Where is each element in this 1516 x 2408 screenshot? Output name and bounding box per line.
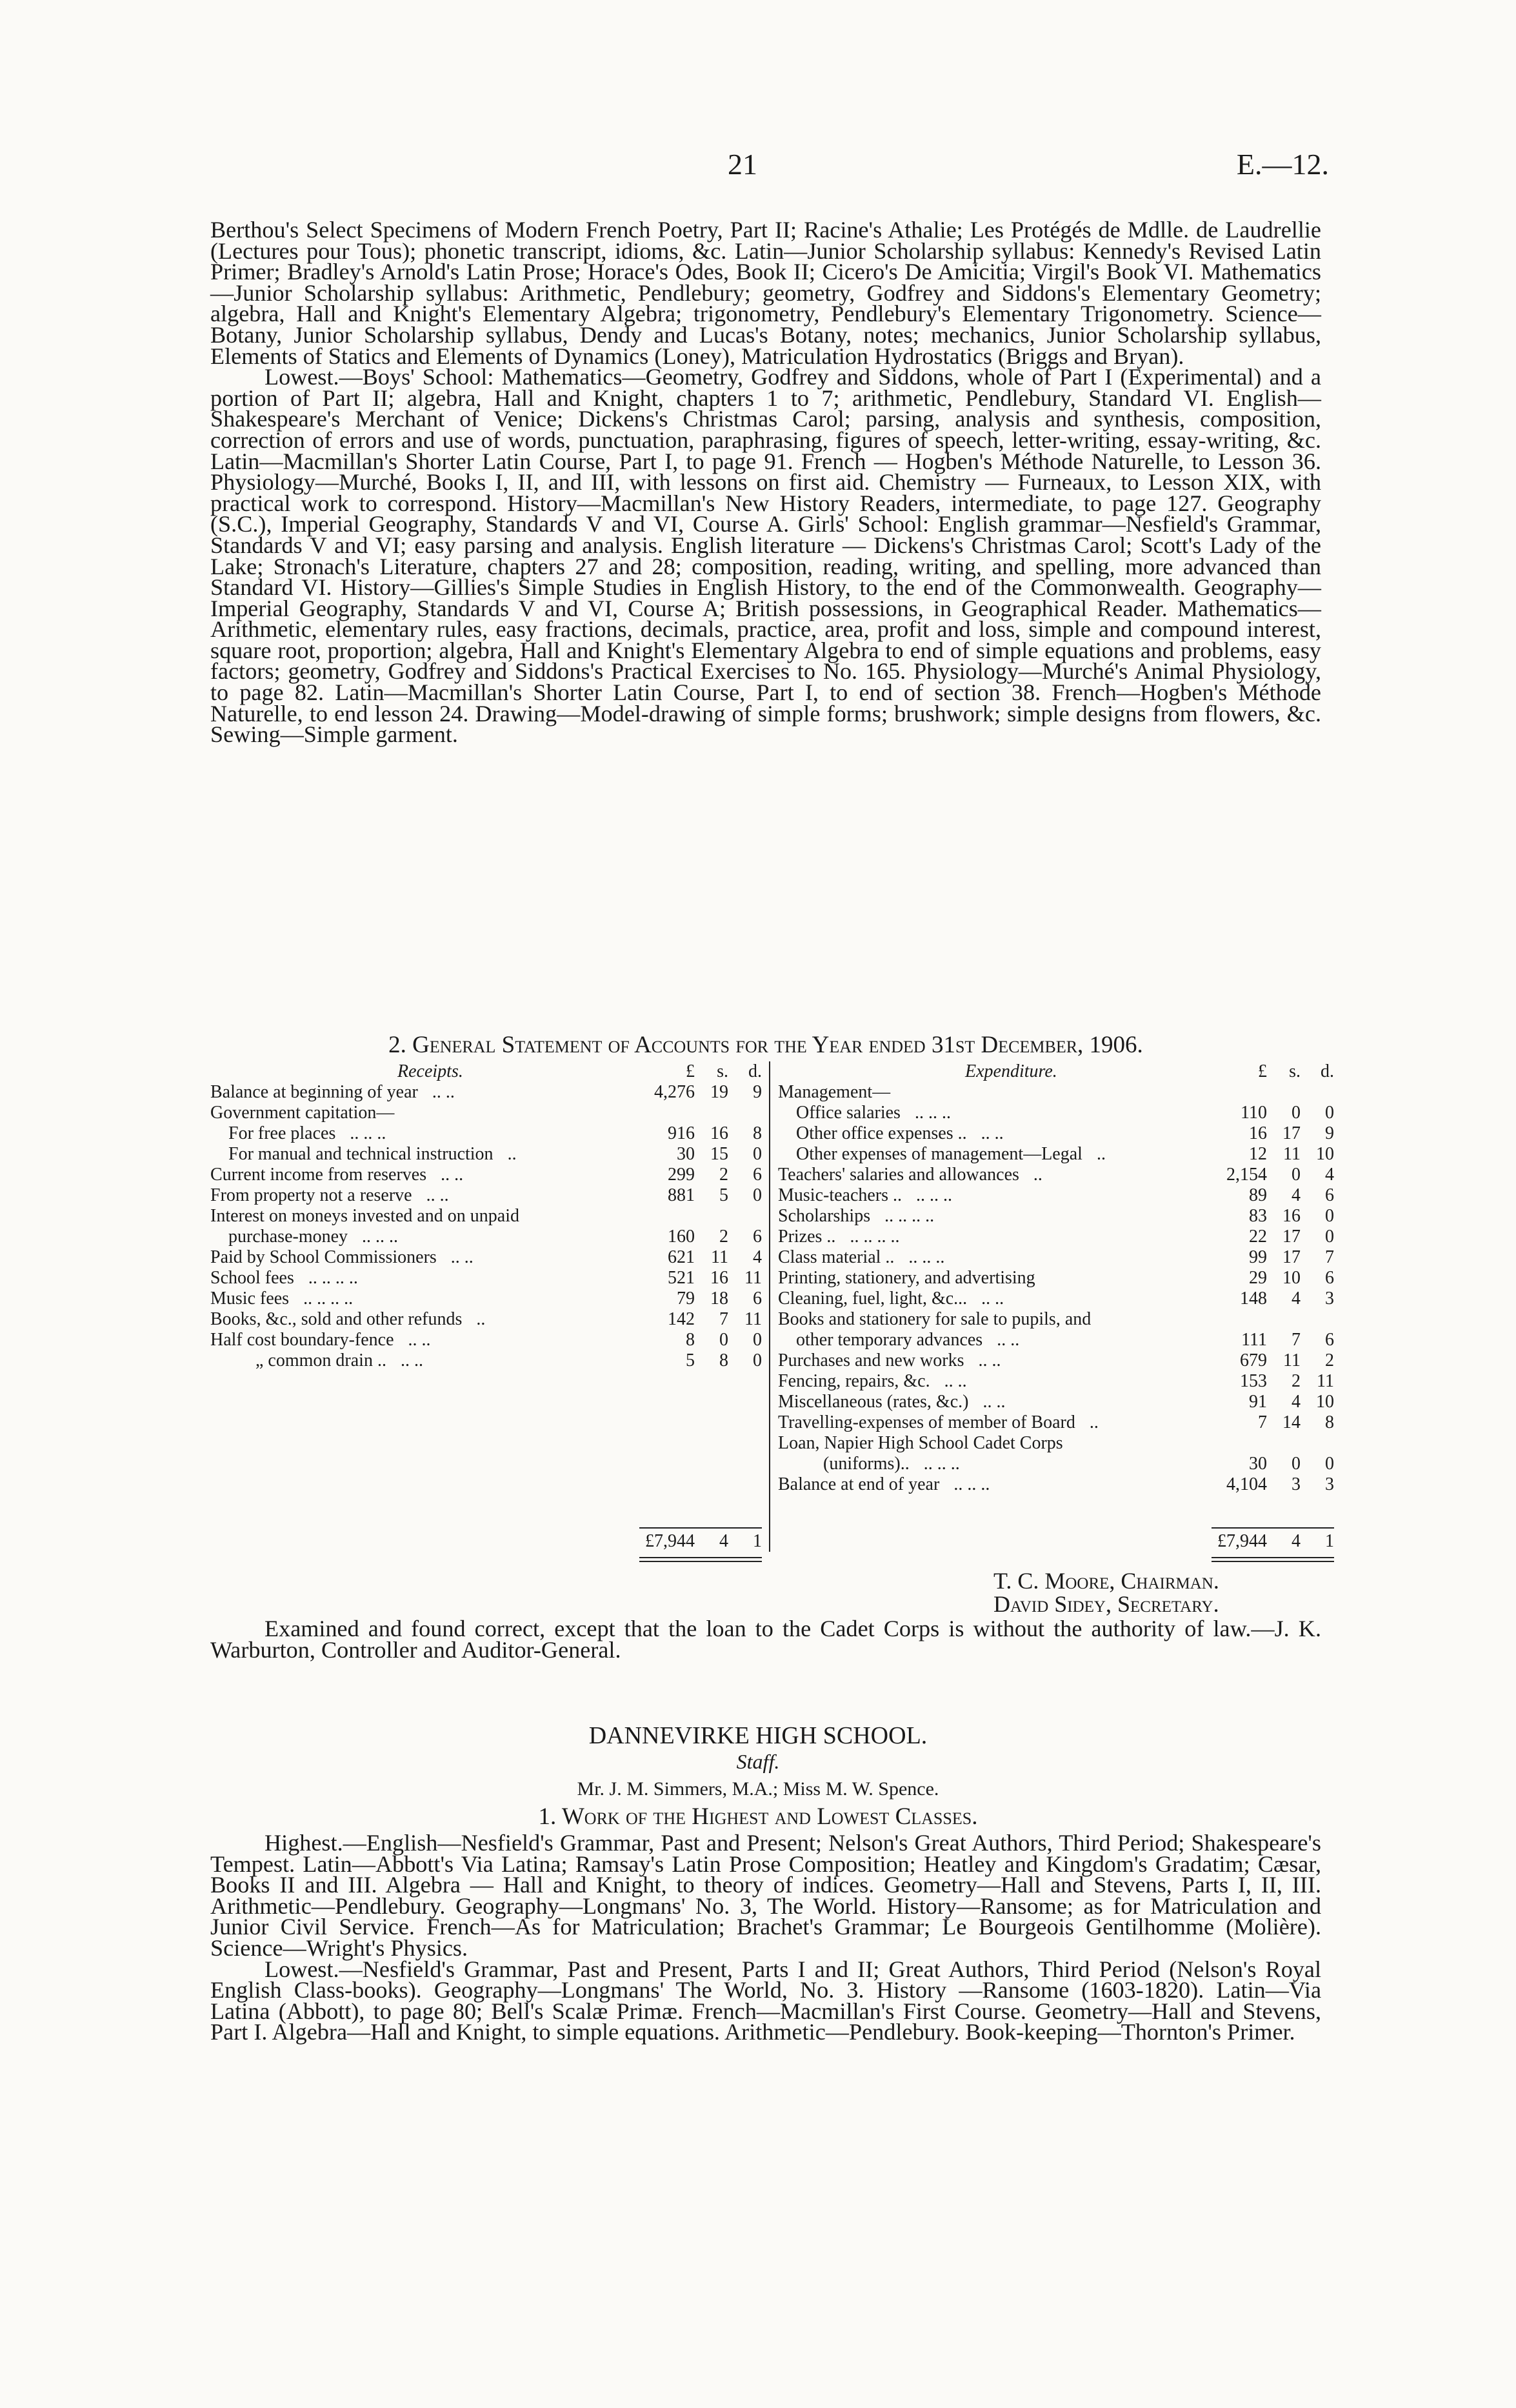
receipt-row-leader-dots: .. .. bbox=[426, 1185, 449, 1205]
expenditure-row-leader-dots: .. bbox=[1096, 1144, 1106, 1164]
receipt-row-text: For free places bbox=[228, 1123, 336, 1143]
receipt-row-leader-dots: .. .. bbox=[441, 1165, 464, 1185]
expenditure-row-pounds: 30 bbox=[1249, 1454, 1267, 1474]
expenditure-row-text: Management— bbox=[778, 1082, 891, 1102]
expenditure-row-pence: 6 bbox=[1325, 1185, 1334, 1205]
receipt-row bbox=[210, 1330, 762, 1350]
expenditure-row-shillings: 17 bbox=[1282, 1247, 1301, 1267]
expenditure-row-shillings bbox=[1267, 1082, 1301, 1103]
receipts-total-shillings: 4 bbox=[719, 1531, 728, 1551]
accounts-table bbox=[210, 1061, 1334, 1568]
receipt-row-shillings: 2 bbox=[719, 1227, 728, 1247]
lowest-classes-paragraph: Lowest.—Nesfield's Grammar, Past and Present, Parts I and II; Great Authors, Third Period (Nelson's Royal English Class-books). Geography—Longmans' The World, No. 3. History —Ransome (1603-1820). Latin—Via Latina (Abbott), to page 80; Bell's Scalæ Primæ. French—Macmillan's First Course. Geometry—Hall and Stevens, Part I. Algebra—Hall and Knight, to simple equations. Arithmetic—Pendlebury. Book-keeping—Thornton's Primer. bbox=[210, 1956, 1321, 2045]
expenditure-row-leader-dots: .. bbox=[1089, 1412, 1099, 1432]
receipt-row-label bbox=[210, 1309, 654, 1330]
receipt-row-label bbox=[210, 1165, 654, 1185]
receipt-row-shillings: 8 bbox=[719, 1350, 728, 1370]
expenditure-row bbox=[778, 1412, 1334, 1433]
expenditure-row-pence: 6 bbox=[1325, 1330, 1334, 1350]
expenditure-row bbox=[778, 1392, 1334, 1412]
receipt-row-pence: 6 bbox=[753, 1227, 762, 1247]
receipt-row-pence: 0 bbox=[753, 1185, 762, 1205]
receipt-row-label bbox=[210, 1103, 654, 1123]
expenditure-row bbox=[778, 1227, 1334, 1247]
receipt-row-shillings: 16 bbox=[710, 1268, 728, 1288]
receipt-row-text: Current income from reserves bbox=[210, 1165, 427, 1185]
expenditure-row-shillings: 2 bbox=[1292, 1371, 1301, 1391]
receipt-row bbox=[210, 1350, 762, 1371]
receipt-row-text: Paid by School Commissioners bbox=[210, 1247, 437, 1267]
expenditure-row-text: other temporary advances bbox=[796, 1330, 983, 1350]
expenditure-row-shillings: 14 bbox=[1282, 1412, 1301, 1432]
receipt-row-label bbox=[210, 1123, 654, 1144]
expenditure-row-text: Scholarships bbox=[778, 1206, 871, 1226]
receipt-row-pence: 11 bbox=[744, 1268, 762, 1288]
receipt-row-pounds: 160 bbox=[668, 1227, 695, 1247]
expenditure-row-label bbox=[778, 1412, 1226, 1433]
receipt-row-text: For manual and technical instruction bbox=[228, 1144, 494, 1164]
receipt-row-pence bbox=[728, 1103, 762, 1123]
expenditure-row-leader-dots: .. .. .. .. bbox=[884, 1206, 935, 1226]
expenditure-heading: Expenditure. bbox=[965, 1061, 1057, 1081]
expenditure-row-pounds: 111 bbox=[1241, 1330, 1267, 1350]
expenditure-row-shillings bbox=[1267, 1309, 1301, 1330]
receipt-row-leader-dots: .. .. bbox=[408, 1330, 431, 1350]
expenditure-total-row bbox=[778, 1531, 1334, 1552]
receipt-row-shillings: 18 bbox=[710, 1289, 728, 1309]
expenditure-row bbox=[778, 1247, 1334, 1268]
expenditure-row-shillings: 4 bbox=[1292, 1289, 1301, 1309]
expenditure-row-leader-dots: .. .. bbox=[981, 1123, 1004, 1143]
expenditure-row-pence bbox=[1301, 1082, 1334, 1103]
receipt-row-shillings: 16 bbox=[710, 1123, 728, 1143]
receipt-row-label bbox=[210, 1206, 654, 1227]
receipt-row-pounds: 881 bbox=[668, 1185, 695, 1205]
secretary-signature: David Sidey, Secretary. bbox=[993, 1591, 1219, 1617]
expenditure-row-shillings: 7 bbox=[1292, 1330, 1301, 1350]
expenditure-row-pounds: 91 bbox=[1249, 1392, 1267, 1412]
expenditure-row bbox=[778, 1309, 1334, 1330]
expenditure-row-shillings: 0 bbox=[1292, 1103, 1301, 1123]
expenditure-row-pounds bbox=[1226, 1309, 1267, 1330]
receipt-row-shillings: 2 bbox=[719, 1165, 728, 1185]
receipt-row-text: Balance at beginning of year bbox=[210, 1082, 418, 1102]
receipt-row-pounds bbox=[654, 1206, 695, 1227]
receipt-row-label bbox=[210, 1268, 654, 1289]
receipts-total-pence: 1 bbox=[753, 1531, 762, 1551]
receipt-row-shillings: 7 bbox=[719, 1309, 728, 1329]
expenditure-row bbox=[778, 1165, 1334, 1185]
expenditure-row-label bbox=[778, 1144, 1226, 1165]
expenditure-row bbox=[778, 1268, 1334, 1289]
receipts-column bbox=[210, 1061, 762, 1371]
expenditure-row-label bbox=[778, 1268, 1226, 1289]
receipt-row-leader-dots: .. .. .. bbox=[362, 1227, 399, 1247]
expenditure-row-pence: 7 bbox=[1325, 1247, 1334, 1267]
receipt-row bbox=[210, 1227, 762, 1247]
receipts-total-row bbox=[210, 1531, 762, 1552]
expenditure-row-text: Fencing, repairs, &c. bbox=[778, 1371, 930, 1391]
receipt-row-pence: 4 bbox=[753, 1247, 762, 1267]
expenditure-row-text: Printing, stationery, and advertising bbox=[778, 1268, 1035, 1288]
receipt-row bbox=[210, 1309, 762, 1330]
expenditure-row-label bbox=[778, 1227, 1226, 1247]
receipt-row-text: Books, &c., sold and other refunds bbox=[210, 1309, 463, 1329]
expenditure-row-shillings: 17 bbox=[1282, 1123, 1301, 1143]
work-section-title: 1. Work of the Highest and Lowest Classes. bbox=[538, 1803, 978, 1830]
receipt-row-pence: 9 bbox=[753, 1082, 762, 1102]
expenditure-row-label bbox=[778, 1123, 1226, 1144]
expenditure-row-pence bbox=[1301, 1309, 1334, 1330]
expenditure-row bbox=[778, 1185, 1334, 1206]
receipts-double-rule bbox=[639, 1561, 762, 1562]
receipts-double-rule bbox=[639, 1557, 762, 1558]
expenditure-row bbox=[778, 1371, 1334, 1392]
expenditure-row-pence: 3 bbox=[1325, 1474, 1334, 1494]
receipt-row-leader-dots: .. .. .. .. bbox=[303, 1289, 354, 1309]
receipt-row-pounds: 299 bbox=[668, 1165, 695, 1185]
expenditure-row-label bbox=[778, 1309, 1226, 1330]
receipt-row-pence: 11 bbox=[744, 1309, 762, 1329]
receipt-row-shillings bbox=[695, 1103, 728, 1123]
expenditure-row-pounds: 99 bbox=[1249, 1247, 1267, 1267]
expenditure-row-text: Prizes .. bbox=[778, 1227, 836, 1247]
top-text-block bbox=[210, 217, 1321, 748]
expenditure-row bbox=[778, 1289, 1334, 1309]
expenditure-row-leader-dots: .. .. bbox=[982, 1392, 1006, 1412]
expenditure-row-label bbox=[778, 1165, 1226, 1185]
receipt-row-shillings: 19 bbox=[710, 1082, 728, 1102]
expenditure-row-text: Other office expenses .. bbox=[796, 1123, 967, 1143]
shillings-heading: s. bbox=[1289, 1061, 1301, 1081]
receipt-row bbox=[210, 1289, 762, 1309]
expenditure-column bbox=[778, 1061, 1334, 1495]
expenditure-row-label bbox=[778, 1371, 1226, 1392]
expenditure-row-label bbox=[778, 1082, 1226, 1103]
receipt-row-shillings: 0 bbox=[719, 1330, 728, 1350]
expenditure-row-label bbox=[778, 1474, 1226, 1495]
expenditure-row-pence bbox=[1301, 1433, 1334, 1454]
expenditure-double-rule bbox=[1212, 1561, 1334, 1562]
expenditure-row-text: Miscellaneous (rates, &c.) bbox=[778, 1392, 969, 1412]
expenditure-row-pounds: 83 bbox=[1249, 1206, 1267, 1226]
receipt-row-pounds: 621 bbox=[668, 1247, 695, 1267]
expenditure-row-pence: 8 bbox=[1325, 1412, 1334, 1432]
receipt-row-text: „ common drain .. bbox=[255, 1350, 386, 1370]
pence-heading: d. bbox=[748, 1061, 762, 1081]
receipt-row-pounds: 142 bbox=[668, 1309, 695, 1329]
expenditure-row-pence: 10 bbox=[1316, 1144, 1334, 1164]
expenditure-row-label bbox=[778, 1185, 1226, 1206]
expenditure-row-pounds: 22 bbox=[1249, 1227, 1267, 1247]
receipt-row-pounds bbox=[654, 1103, 695, 1123]
expenditure-row-shillings: 4 bbox=[1292, 1392, 1301, 1412]
expenditure-row-leader-dots: .. .. .. bbox=[914, 1103, 951, 1123]
expenditure-row-pence: 3 bbox=[1325, 1289, 1334, 1309]
expenditure-row-text: Teachers' salaries and allowances bbox=[778, 1165, 1019, 1185]
expenditure-row-text: Balance at end of year bbox=[778, 1474, 940, 1494]
expenditure-row-pounds: 89 bbox=[1249, 1185, 1267, 1205]
expenditure-row-pounds: 16 bbox=[1249, 1123, 1267, 1143]
expenditure-row-pounds: 148 bbox=[1240, 1289, 1267, 1309]
expenditure-row-pence: 0 bbox=[1325, 1103, 1334, 1123]
expenditure-row-shillings bbox=[1267, 1433, 1301, 1454]
pounds-heading: £ bbox=[686, 1061, 695, 1081]
expenditure-row bbox=[778, 1103, 1334, 1123]
school-title: DANNEVIRKE HIGH SCHOOL. bbox=[588, 1722, 928, 1749]
receipt-row-label bbox=[210, 1289, 654, 1309]
expenditure-row-leader-dots: .. .. .. bbox=[953, 1474, 990, 1494]
receipt-row-text: School fees bbox=[210, 1268, 294, 1288]
expenditure-row-leader-dots: .. .. bbox=[978, 1350, 1001, 1370]
receipt-row-label bbox=[210, 1227, 654, 1247]
receipt-row-text: From property not a reserve bbox=[210, 1185, 412, 1205]
receipt-row bbox=[210, 1082, 762, 1103]
expenditure-row-label bbox=[778, 1289, 1226, 1309]
receipts-total-pounds: £7,944 bbox=[645, 1531, 695, 1551]
receipt-row-pounds: 916 bbox=[668, 1123, 695, 1143]
expenditure-row bbox=[778, 1144, 1334, 1165]
receipt-row-label bbox=[210, 1350, 654, 1371]
expenditure-row-shillings: 10 bbox=[1282, 1268, 1301, 1288]
receipt-row-text: purchase-money bbox=[228, 1227, 348, 1247]
expenditure-row-shillings: 0 bbox=[1292, 1165, 1301, 1185]
receipt-row-leader-dots: .. bbox=[507, 1144, 517, 1164]
expenditure-row-pence: 2 bbox=[1325, 1350, 1334, 1370]
receipt-row-label bbox=[210, 1185, 654, 1206]
expenditure-row-pounds: 110 bbox=[1241, 1103, 1267, 1123]
expenditure-row-text: Office salaries bbox=[796, 1103, 901, 1123]
expenditure-total-pence: 1 bbox=[1325, 1531, 1334, 1551]
expenditure-row-pounds: 2,154 bbox=[1226, 1165, 1267, 1185]
receipt-row-label bbox=[210, 1330, 654, 1350]
pounds-heading: £ bbox=[1258, 1061, 1267, 1081]
receipts-total-rule bbox=[639, 1527, 762, 1529]
expenditure-row-label bbox=[778, 1103, 1226, 1123]
paragraph-lowest-classes: Lowest.—Boys' School: Mathematics—Geometry, Godfrey and Siddons, whole of Part I (Experimental) and a portion of Part II; algebra, Hall and Knight, chapters 1 to 7; arithmetic, Pendlebury, Standard VI. English—Shakespeare's Merchant of Venice; Dickens's Christmas Carol; parsing, analysis and synthesis, composition, correction of errors and use of words, punctuation, paraphrasing, figures of speech, letter-writing, essay-writing, &c. Latin—Macmillan's Shorter Latin Course, Part I, to page 91. French — Hogben's Méthode Naturelle, to Lesson 36. Physiology—Murché, Books I, II, and III, with lessons on first aid. Chemistry — Furneaux, to Lesson XIX, with practical work to correspond. History—Macmillan's New History Readers, intermediate, to page 127. Geography (S.C.), Imperial Geography, Standards V and VI, Course A. Girls' School: English grammar—Nesfield's Grammar, Standards V and VI; easy parsing and analysis. English literature — Dickens's Christmas Carol; Scott's Lady of the Lake; Stronach's Literature, chapters 27 and 28; composition, reading, writing, and spelling, more advanced than Standard VI. History—Gillies's Simple Studies in English History, to the end of the Commonwealth. Geography—Imperial Geography, Standards V and VI, Course A; British possessions, in Geographical Reader. Mathematics—Arithmetic, elementary rules, easy fractions, decimals, practice, area, profit and loss, simple and compound interest, square root, proportion; algebra, Hall and Knight's Elementary Algebra to end of simple equations and problems, easy factors; geometry, Godfrey and Siddons's Practical Exercises to No. 165. Physiology—Murché's Animal Physiology, to page 82. Latin—Macmillan's Shorter Latin Course, Part I, to end of section 38. French—Hogben's Méthode Naturelle, to end lesson 24. Drawing—Model-drawing of simple forms; brushwork; simple designs from flowers, &c. Sewing—Simple garment. bbox=[210, 364, 1321, 748]
expenditure-row-leader-dots: .. .. .. bbox=[916, 1185, 953, 1205]
expenditure-row-leader-dots: .. .. .. bbox=[908, 1247, 945, 1267]
expenditure-row-text: Other expenses of management—Legal bbox=[796, 1144, 1082, 1164]
expenditure-row-shillings: 3 bbox=[1292, 1474, 1301, 1494]
expenditure-row-leader-dots: .. .. .. bbox=[923, 1454, 960, 1474]
expenditure-row-text: Class material .. bbox=[778, 1247, 895, 1267]
expenditure-row-pounds bbox=[1226, 1433, 1267, 1454]
expenditure-row-text: Books and stationery for sale to pupils, and bbox=[778, 1309, 1092, 1329]
expenditure-row-pounds bbox=[1226, 1082, 1267, 1103]
expenditure-row-pounds: 29 bbox=[1249, 1268, 1267, 1288]
expenditure-row-pence: 10 bbox=[1316, 1392, 1334, 1412]
expenditure-row-leader-dots: .. .. bbox=[981, 1289, 1004, 1309]
audit-note: Examined and found correct, except that the loan to the Cadet Corps is without the authority of law.—J. K. Warburton, Controller and Auditor-General. bbox=[210, 1616, 1321, 1663]
expenditure-row bbox=[778, 1330, 1334, 1350]
expenditure-row-label bbox=[778, 1247, 1226, 1268]
expenditure-row-pence: 4 bbox=[1325, 1165, 1334, 1185]
expenditure-row-text: Music-teachers .. bbox=[778, 1185, 903, 1205]
expenditure-total-rule bbox=[1212, 1527, 1334, 1529]
receipt-row-leader-dots: .. .. .. .. bbox=[308, 1268, 358, 1288]
expenditure-row-shillings: 11 bbox=[1283, 1350, 1301, 1370]
receipt-row-pence: 6 bbox=[753, 1165, 762, 1185]
expenditure-row-leader-dots: .. .. bbox=[997, 1330, 1020, 1350]
expenditure-row bbox=[778, 1350, 1334, 1371]
chairman-signature: T. C. Moore, Chairman. bbox=[993, 1568, 1219, 1594]
receipt-row-text: Music fees bbox=[210, 1289, 290, 1309]
expenditure-row-pence: 11 bbox=[1317, 1371, 1334, 1391]
expenditure-row-pounds: 4,104 bbox=[1226, 1474, 1267, 1494]
expenditure-row-pounds: 153 bbox=[1240, 1371, 1267, 1391]
receipt-row-pounds: 521 bbox=[668, 1268, 695, 1288]
expenditure-row-text: Purchases and new works bbox=[778, 1350, 964, 1370]
receipt-row-text: Half cost boundary-fence bbox=[210, 1330, 394, 1350]
pence-heading: d. bbox=[1321, 1061, 1334, 1081]
receipt-row-pence: 0 bbox=[753, 1350, 762, 1370]
expenditure-row-shillings: 11 bbox=[1283, 1144, 1301, 1164]
expenditure-total-pounds: £7,944 bbox=[1217, 1531, 1267, 1551]
receipt-row bbox=[210, 1103, 762, 1123]
expenditure-row-label bbox=[778, 1350, 1226, 1371]
expenditure-row-pence: 9 bbox=[1325, 1123, 1334, 1143]
expenditure-row-pounds: 12 bbox=[1249, 1144, 1267, 1164]
expenditure-row-text: Cleaning, fuel, light, &c... bbox=[778, 1289, 968, 1309]
school-work-block bbox=[210, 1832, 1321, 2043]
expenditure-row-leader-dots: .. bbox=[1033, 1165, 1042, 1185]
receipt-row-pounds: 30 bbox=[677, 1144, 695, 1164]
expenditure-row-leader-dots: .. .. .. .. bbox=[850, 1227, 900, 1247]
expenditure-row bbox=[778, 1474, 1334, 1495]
receipt-row-label bbox=[210, 1082, 654, 1103]
paragraph-upper-syllabus: Berthou's Select Specimens of Modern French Poetry, Part II; Racine's Athalie; Les Protégés de Mdlle. de Laudrellie (Lectures pour Tous); phonetic transcript, idioms, &c. Latin—Junior Scholarship syllabus: Kennedy's Revised Latin Primer; Bradley's Arnold's Latin Prose; Horace's Odes, Book II; Cicero's De Amicitia; Virgil's Book VI. Mathematics—Junior Scholarship syllabus: Arithmetic, Pendlebury; geometry, Godfrey and Siddons's Elementary Geometry; algebra, Hall and Knight's Elementary Algebra; trigonometry, Pendlebury's Elementary Trigonometry. Science—Botany, Junior Scholarship syllabus, Dendy and Lucas's Botany, notes; mechanics, Junior Scholarship syllabus, Elements of Statics and Elements of Dynamics (Loney), Matriculation Hydrostatics (Briggs and Bryan). bbox=[210, 217, 1321, 369]
expenditure-row-pounds: 7 bbox=[1258, 1412, 1267, 1432]
receipt-row-leader-dots: .. bbox=[476, 1309, 486, 1329]
receipt-row-shillings: 15 bbox=[710, 1144, 728, 1164]
receipt-row-pounds: 4,276 bbox=[654, 1082, 695, 1102]
staff-heading: Staff. bbox=[736, 1750, 780, 1773]
expenditure-row bbox=[778, 1082, 1334, 1103]
receipt-row-label bbox=[210, 1247, 654, 1268]
expenditure-row bbox=[778, 1454, 1334, 1474]
receipt-row-leader-dots: .. .. bbox=[450, 1247, 474, 1267]
receipt-row-pence: 6 bbox=[753, 1289, 762, 1309]
receipt-row-label bbox=[210, 1144, 654, 1165]
expenditure-row-pence: 0 bbox=[1325, 1206, 1334, 1226]
audit-note-block bbox=[210, 1616, 1321, 1663]
receipt-row-shillings bbox=[695, 1206, 728, 1227]
receipt-row-leader-dots: .. .. .. bbox=[350, 1123, 386, 1143]
expenditure-total-shillings: 4 bbox=[1292, 1531, 1301, 1551]
expenditure-row-label bbox=[778, 1433, 1226, 1454]
expenditure-row-pence: 6 bbox=[1325, 1268, 1334, 1288]
receipt-row bbox=[210, 1247, 762, 1268]
accounts-statement-title: 2. General Statement of Accounts for the Year ended 31st December, 1906. bbox=[388, 1032, 1143, 1058]
expenditure-row-pounds: 679 bbox=[1240, 1350, 1267, 1370]
receipt-row-pounds: 5 bbox=[686, 1350, 695, 1370]
receipt-row-leader-dots: .. .. bbox=[400, 1350, 423, 1370]
receipt-row-leader-dots: .. .. bbox=[432, 1082, 455, 1102]
receipt-row-shillings: 11 bbox=[711, 1247, 728, 1267]
staff-list: Mr. J. M. Simmers, M.A.; Miss M. W. Spence. bbox=[577, 1778, 939, 1800]
receipt-row-pence: 8 bbox=[753, 1123, 762, 1143]
expenditure-row bbox=[778, 1433, 1334, 1454]
receipt-row bbox=[210, 1206, 762, 1227]
expenditure-row-text: (uniforms).. bbox=[823, 1454, 910, 1474]
receipt-row bbox=[210, 1165, 762, 1185]
highest-classes-paragraph: Highest.—English—Nesfield's Grammar, Past and Present; Nelson's Great Authors, Third Period; Shakespeare's Tempest. Latin—Abbott's Via Latina; Ramsay's Latin Prose Composition; Heatley and Kingdom's Gradatim; Cæsar, Books II and III. Algebra — Hall and Knight, to theory of indices. Geometry—Hall and Stevens, Parts I, II, III. Arithmetic—Pendlebury. Geography—Longmans' No. 3, The World. History—Ransome; as for Matriculation and Junior Civil Service. French—As for Matriculation; Brachet's Grammar; Le Bourgeois Gentilhomme (Molière). Science—Wright's Physics. bbox=[210, 1830, 1321, 1961]
expenditure-row-shillings: 4 bbox=[1292, 1185, 1301, 1205]
receipt-row-shillings: 5 bbox=[719, 1185, 728, 1205]
receipt-row bbox=[210, 1268, 762, 1289]
receipt-row-pence: 0 bbox=[753, 1144, 762, 1164]
receipt-row-pounds: 79 bbox=[677, 1289, 695, 1309]
expenditure-row-label bbox=[778, 1206, 1226, 1227]
receipt-row-pence bbox=[728, 1206, 762, 1227]
expenditure-row-shillings: 16 bbox=[1282, 1206, 1301, 1226]
receipt-row bbox=[210, 1144, 762, 1165]
receipt-row-text: Interest on moneys invested and on unpaid bbox=[210, 1206, 520, 1226]
shillings-heading: s. bbox=[717, 1061, 728, 1081]
expenditure-row bbox=[778, 1206, 1334, 1227]
expenditure-row-leader-dots: .. .. bbox=[944, 1371, 967, 1391]
expenditure-row-label bbox=[778, 1454, 1226, 1474]
receipts-heading: Receipts. bbox=[397, 1061, 463, 1081]
page-number: 21 bbox=[728, 148, 757, 181]
expenditure-row-text: Travelling-expenses of member of Board bbox=[778, 1412, 1075, 1432]
expenditure-row-pence: 0 bbox=[1325, 1227, 1334, 1247]
expenditure-double-rule bbox=[1212, 1557, 1334, 1558]
expenditure-row-text: Loan, Napier High School Cadet Corps bbox=[778, 1433, 1063, 1453]
receipt-row bbox=[210, 1185, 762, 1206]
receipt-row-text: Government capitation— bbox=[210, 1103, 395, 1123]
expenditure-row-label bbox=[778, 1330, 1226, 1350]
expenditure-row-shillings: 0 bbox=[1292, 1454, 1301, 1474]
receipt-row-pence: 0 bbox=[753, 1330, 762, 1350]
expenditure-row-label bbox=[778, 1392, 1226, 1412]
document-reference: E.—12. bbox=[1236, 148, 1329, 181]
column-divider bbox=[769, 1061, 770, 1552]
expenditure-row-pence: 0 bbox=[1325, 1454, 1334, 1474]
receipt-row-pounds: 8 bbox=[686, 1330, 695, 1350]
receipt-row bbox=[210, 1123, 762, 1144]
expenditure-row-shillings: 17 bbox=[1282, 1227, 1301, 1247]
expenditure-row bbox=[778, 1123, 1334, 1144]
